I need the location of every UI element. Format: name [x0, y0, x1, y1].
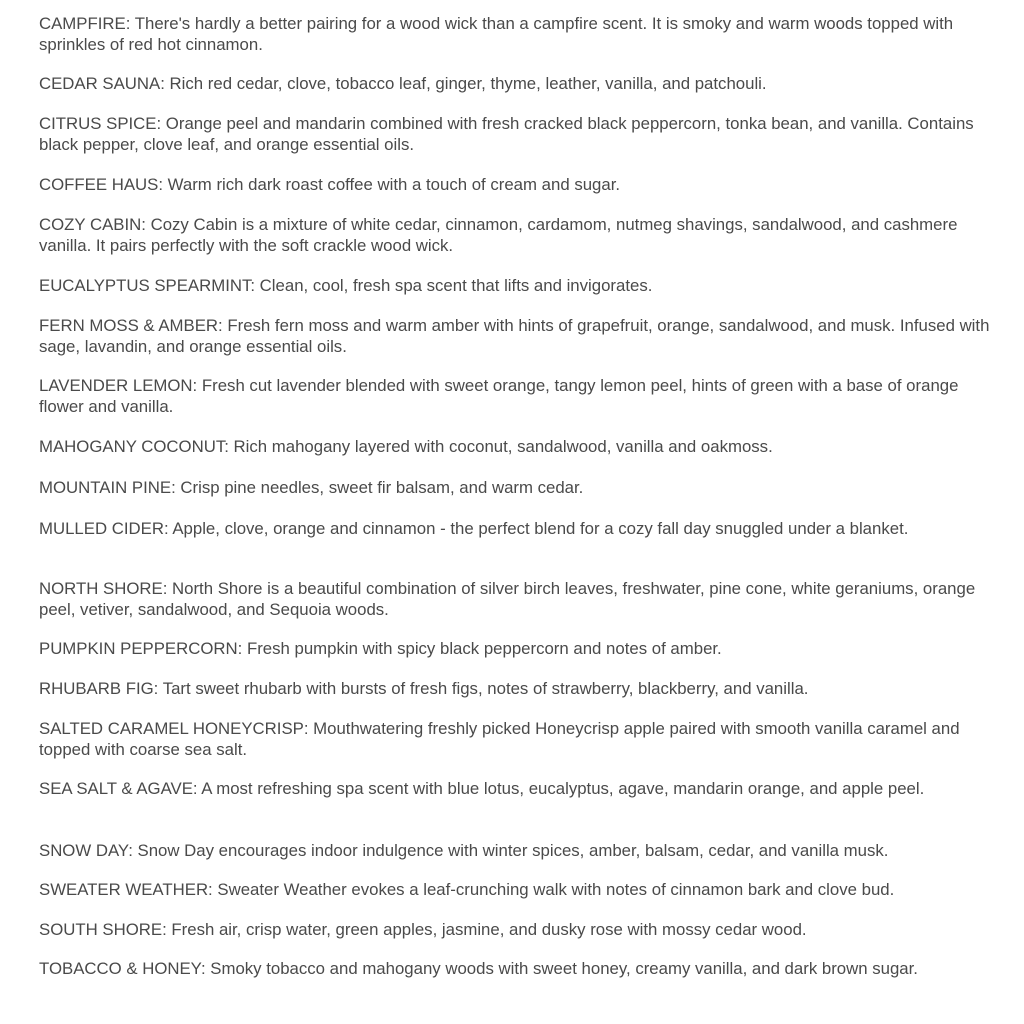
scent-entry-sweater-weather: SWEATER WEATHER: Sweater Weather evokes a leaf-crunching walk with notes of cinnamon bark and clove bud.	[39, 880, 895, 899]
scent-entry-fern-moss-amber: FERN MOSS & AMBER: Fresh fern moss and warm amber with hints of grapefruit, orange, sandalwood, and musk. Infused with sage, lavandin, and orange essential oils.	[39, 316, 990, 356]
scent-entry-sea-salt-agave: SEA SALT & AGAVE: A most refreshing spa scent with blue lotus, eucalyptus, agave, mandarin orange, and apple peel.	[39, 779, 925, 798]
scent-entry-north-shore: NORTH SHORE: North Shore is a beautiful combination of silver birch leaves, freshwater, pine cone, white geraniums, orange peel, vetiver, sandalwood, and Sequoia woods.	[39, 579, 976, 619]
scent-entry-campfire: CAMPFIRE: There's hardly a better pairing for a wood wick than a campfire scent. It is smoky and warm woods topped with sprinkles of red hot cinnamon.	[39, 14, 954, 54]
scent-entry-mountain-pine: MOUNTAIN PINE: Crisp pine needles, sweet fir balsam, and warm cedar.	[39, 478, 584, 497]
scent-entry-rhubarb-fig: RHUBARB FIG: Tart sweet rhubarb with bursts of fresh figs, notes of strawberry, blackberry, and vanilla.	[39, 679, 809, 698]
scent-entry-citrus-spice: CITRUS SPICE: Orange peel and mandarin combined with fresh cracked black peppercorn, tonka bean, and vanilla. Contains black pepper, clove leaf, and orange essential oils.	[39, 114, 974, 154]
scent-entry-salted-caramel-honeycrisp: SALTED CARAMEL HONEYCRISP: Mouthwatering freshly picked Honeycrisp apple paired with smooth vanilla caramel and topped with coarse sea salt.	[39, 719, 960, 759]
scent-entry-snow-day: SNOW DAY: Snow Day encourages indoor indulgence with winter spices, amber, balsam, cedar, and vanilla musk.	[39, 841, 889, 860]
scent-entry-lavender-lemon: LAVENDER LEMON: Fresh cut lavender blended with sweet orange, tangy lemon peel, hints of green with a base of orange flower and vanilla.	[39, 376, 959, 416]
scent-entry-cedar-sauna: CEDAR SAUNA: Rich red cedar, clove, tobacco leaf, ginger, thyme, leather, vanilla, and patchouli.	[39, 74, 767, 93]
scent-entry-cozy-cabin: COZY CABIN: Cozy Cabin is a mixture of white cedar, cinnamon, cardamom, nutmeg shavings, sandalwood, and cashmere vanilla. It pairs perfectly with the soft crackle wood wick.	[39, 215, 958, 255]
scent-entry-mahogany-coconut: MAHOGANY COCONUT: Rich mahogany layered with coconut, sandalwood, vanilla and oakmoss.	[39, 437, 773, 456]
scent-entry-pumpkin-peppercorn: PUMPKIN PEPPERCORN: Fresh pumpkin with spicy black peppercorn and notes of amber.	[39, 639, 722, 658]
scent-entry-coffee-haus: COFFEE HAUS: Warm rich dark roast coffee with a touch of cream and sugar.	[39, 175, 621, 194]
scent-entry-tobacco-honey: TOBACCO & HONEY: Smoky tobacco and mahogany woods with sweet honey, creamy vanilla, and dark brown sugar.	[39, 959, 918, 978]
clipped-next-entry	[39, 1014, 994, 1024]
scent-entry-south-shore: SOUTH SHORE: Fresh air, crisp water, green apples, jasmine, and dusky rose with mossy cedar wood.	[39, 920, 807, 939]
scent-entry-mulled-cider: MULLED CIDER: Apple, clove, orange and cinnamon - the perfect blend for a cozy fall day snuggled under a blanket.	[39, 519, 909, 538]
scent-entry-eucalyptus-spearmint: EUCALYPTUS SPEARMINT: Clean, cool, fresh spa scent that lifts and invigorates.	[39, 276, 653, 295]
